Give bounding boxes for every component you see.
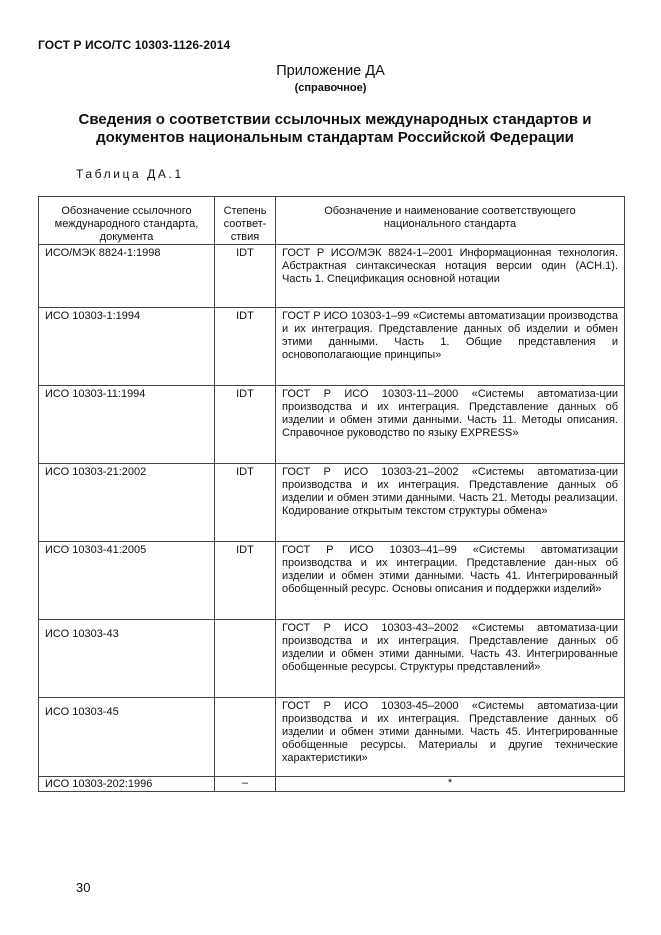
degree-cell — [215, 620, 276, 698]
correspondence-table — [38, 196, 625, 792]
table-row — [39, 245, 625, 308]
table-row — [39, 542, 625, 620]
national-standard-cell: * — [276, 777, 625, 792]
degree-cell — [215, 698, 276, 777]
national-standard-cell: ГОСТ Р ИСО 10303-1–99 «Системы автоматизации производства и их интеграция. Представление данных об изделии и обмен этими данными. Часть 1. Общие представления и основополагающие принципы» — [276, 308, 625, 386]
table-row — [39, 386, 625, 464]
reference-cell: ИСО 10303-41:2005 — [39, 542, 215, 620]
degree-cell: IDT — [215, 464, 276, 542]
reference-cell: ИСО 10303-202:1996 — [39, 777, 215, 792]
reference-cell: ИСО 10303-11:1994 — [39, 386, 215, 464]
national-standard-cell: ГОСТ Р ИСО 10303-43–2002 «Системы автоматиза-ции производства и их интеграция. Представление данных об изделии и обмен этими данными. Часть 43. Интегрированные обобщенные ресурсы. Структуры представлений» — [276, 620, 625, 698]
appendix-title: Приложение ДА — [276, 63, 385, 79]
national-standard-cell: ГОСТ Р ИСО 10303-11–2000 «Системы автоматиза-ции производства и их интеграция. Представление данных об изделии и обмен этими данными. Часть 11. Методы описания. Справочное руководство по языку EXPRESS» — [276, 386, 625, 464]
column-header-reference: Обозначение ссылочного международного стандарта, документа — [39, 197, 215, 245]
degree-cell: – — [215, 777, 276, 792]
degree-cell: IDT — [215, 542, 276, 620]
table-row — [39, 777, 625, 792]
degree-cell: IDT — [215, 245, 276, 308]
reference-cell: ИСО 10303-45 — [39, 698, 215, 777]
reference-cell: ИСО 10303-1:1994 — [39, 308, 215, 386]
degree-cell: IDT — [215, 386, 276, 464]
national-standard-cell: ГОСТ Р ИСО 10303-21–2002 «Системы автоматиза-ции производства и их интеграция. Представление данных об изделии и обмен этими данными. Часть 21. Методы реализации. Кодирование открытым текстом структуры обмена» — [276, 464, 625, 542]
reference-cell: ИСО 10303-21:2002 — [39, 464, 215, 542]
degree-cell: IDT — [215, 308, 276, 386]
document-code: ГОСТ Р ИСО/ТС 10303-1126-2014 — [38, 38, 231, 52]
column-header-national: Обозначение и наименование соответствующего национального стандарта — [276, 197, 625, 245]
table-row — [39, 308, 625, 386]
national-standard-cell: ГОСТ Р ИСО/МЭК 8824-1–2001 Информационная технология. Абстрактная синтаксическая нотация версии один (АСН.1). Часть 1. Спецификация основной нотации — [276, 245, 625, 308]
appendix-heading: Сведения о соответствии ссылочных международных стандартов и документов национальным стандартам Российской Федерации — [78, 111, 592, 146]
table-row — [39, 464, 625, 542]
table-row — [39, 620, 625, 698]
national-standard-cell: ГОСТ Р ИСО 10303-45–2000 «Системы автоматиза-ции производства и их интеграция. Представление данных об изделии и обмен этими данными. Часть 45. Интегрированные обобщенные ресурсы. Материалы и другие технические характеристики» — [276, 698, 625, 777]
column-header-degree: Степень соответ-ствия — [215, 197, 276, 245]
page-number: 30 — [76, 880, 91, 895]
table-caption: Таблица ДА.1 — [76, 167, 184, 181]
reference-cell: ИСО 10303-43 — [39, 620, 215, 698]
reference-cell: ИСО/МЭК 8824-1:1998 — [39, 245, 215, 308]
table-row — [39, 698, 625, 777]
appendix-subtitle: (справочное) — [294, 82, 367, 94]
table-header-row — [39, 197, 625, 245]
national-standard-cell: ГОСТ Р ИСО 10303–41–99 «Системы автоматизации производства и их интеграции. Представление дан-ных об изделии и обмен этими данными. Часть 41. Интегрированный обобщенный ресурс. Основы описания и поддержки изделий» — [276, 542, 625, 620]
